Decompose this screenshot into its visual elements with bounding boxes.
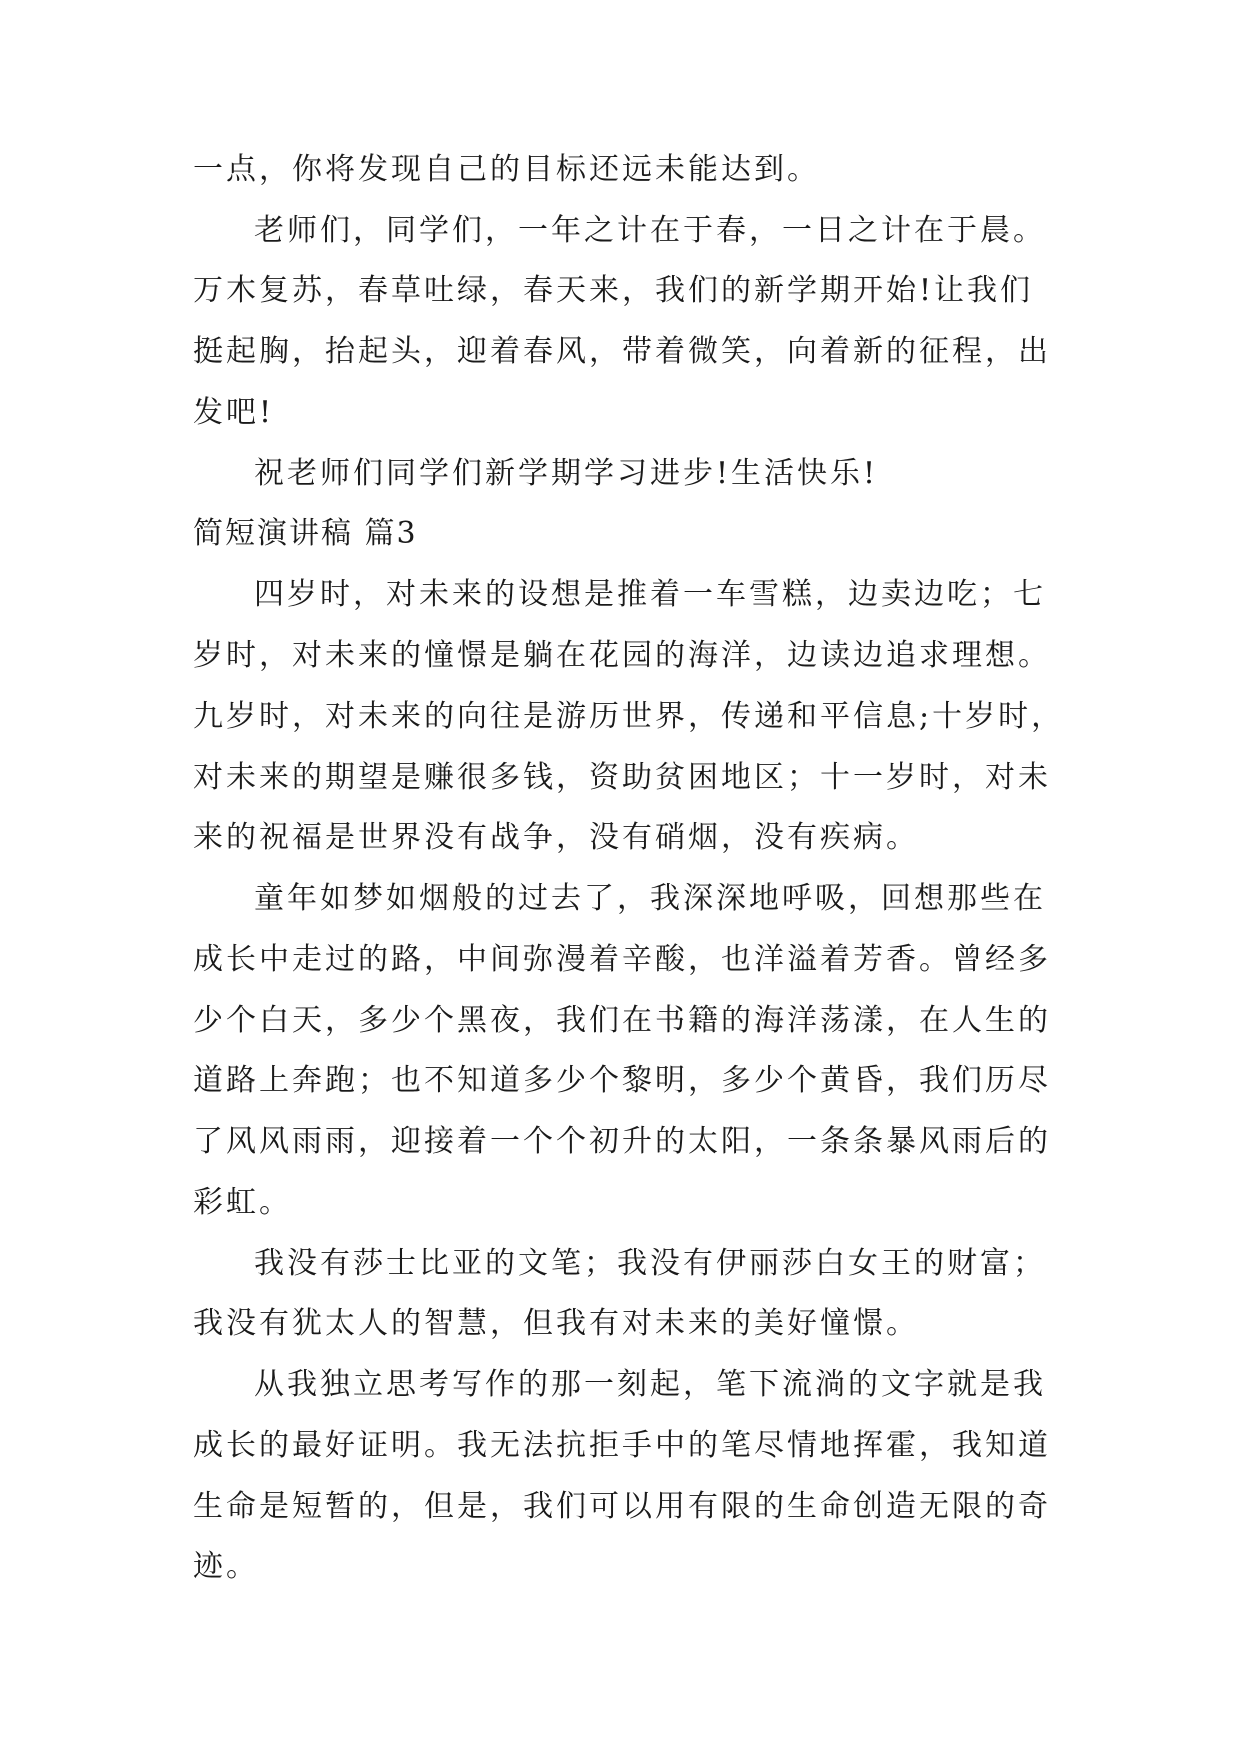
text-line: 生命是短暂的，但是，我们可以用有限的生命创造无限的奇: [193, 1489, 1051, 1524]
text-line: 九岁时，对未来的向往是游历世界，传递和平信息;十岁时，: [193, 699, 1065, 734]
text-line: 挺起胸，抬起头，迎着春风，带着微笑，向着新的征程，出: [193, 334, 1051, 369]
text-line: 岁时，对未来的憧憬是躺在花园的海洋，边读边追求理想。: [193, 638, 1051, 673]
text-line: 童年如梦如烟般的过去了，我深深地呼吸，回想那些在: [254, 881, 1046, 916]
text-line: 我没有莎士比亚的文笔；我没有伊丽莎白女王的财富；: [254, 1246, 1046, 1281]
section-heading: 简短演讲稿 篇3: [193, 516, 418, 551]
text-line: 祝老师们同学们新学期学习进步!生活快乐!: [254, 456, 879, 491]
text-line: 了风风雨雨，迎接着一个个初升的太阳，一条条暴风雨后的: [193, 1124, 1051, 1159]
text-line: 道路上奔跑；也不知道多少个黎明，多少个黄昏，我们历尽: [193, 1063, 1051, 1098]
text-line: 万木复苏，春草吐绿，春天来，我们的新学期开始!让我们: [193, 273, 1034, 308]
text-line: 我没有犹太人的智慧，但我有对未来的美好憧憬。: [193, 1306, 919, 1341]
text-line: 少个白天，多少个黑夜，我们在书籍的海洋荡漾，在人生的: [193, 1003, 1051, 1038]
text-line: 成长中走过的路，中间弥漫着辛酸，也洋溢着芳香。曾经多: [193, 942, 1051, 977]
text-line: 来的祝福是世界没有战争，没有硝烟，没有疾病。: [193, 820, 919, 855]
text-line: 成长的最好证明。我无法抗拒手中的笔尽情地挥霍，我知道: [193, 1428, 1051, 1463]
text-line: 彩虹。: [193, 1185, 292, 1220]
text-line: 对未来的期望是赚很多钱，资助贫困地区；十一岁时，对未: [193, 760, 1051, 795]
text-line: 一点，你将发现自己的目标还远未能达到。: [193, 152, 820, 187]
text-line: 四岁时，对未来的设想是推着一车雪糕，边卖边吃；七: [254, 577, 1046, 612]
text-line: 发吧!: [193, 395, 275, 430]
text-line: 从我独立思考写作的那一刻起，笔下流淌的文字就是我: [254, 1367, 1046, 1402]
text-line: 老师们，同学们，一年之计在于春，一日之计在于晨。: [254, 213, 1046, 248]
text-line: 迹。: [193, 1549, 259, 1584]
